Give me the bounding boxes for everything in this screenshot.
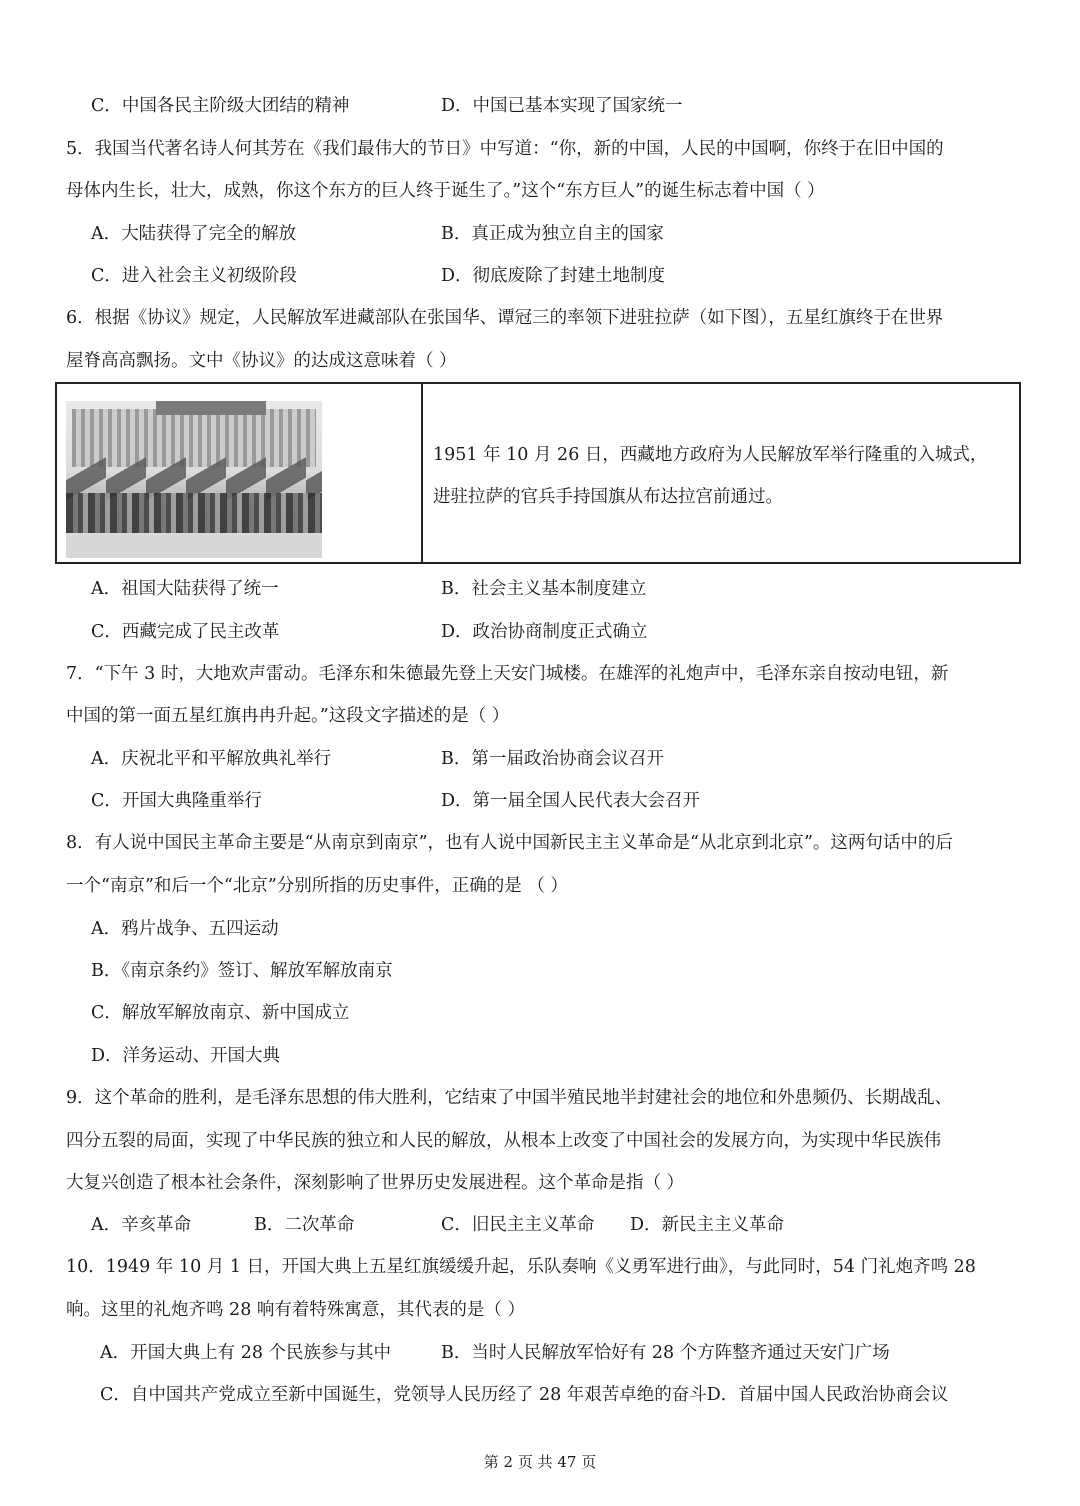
q10-option-b: B．当时人民解放军恰好有 28 个方阵整齐通过天安门广场 — [441, 1343, 890, 1363]
q6-option-a: A．祖国大陆获得了统一 — [91, 579, 279, 599]
q6-option-b: B．社会主义基本制度建立 — [441, 579, 647, 599]
ground-shape — [66, 533, 322, 558]
q6-figure-table — [55, 382, 1021, 564]
q7-option-b: B．第一届政治协商会议召开 — [441, 749, 664, 769]
q7-option-a: A．庆祝北平和平解放典礼举行 — [91, 749, 332, 769]
q6-option-c: C．西藏完成了民主改革 — [91, 622, 280, 642]
q4-option-d: D．中国已基本实现了国家统一 — [441, 96, 683, 116]
q5-option-d: D．彻底废除了封建土地制度 — [441, 266, 666, 286]
q8-stem-line2: 一个“南京”和后一个“北京”分别所指的历史事件，正确的是 （ ） — [66, 876, 568, 896]
q5-option-b: B．真正成为独立自主的国家 — [441, 224, 664, 244]
q9-stem-line1: 9．这个革命的胜利，是毛泽东思想的伟大胜利，它结束了中国半殖民地半封建社会的地位和外患频仍、长期战乱、 — [66, 1088, 953, 1108]
q7-option-d: D．第一届全国人民代表大会召开 — [441, 791, 701, 811]
q4-option-c: C．中国各民主阶级大团结的精神 — [91, 96, 350, 116]
q8-stem-line1: 8．有人说中国民主革命主要是“从南京到南京”，也有人说中国新民主主义革命是“从北京到北京”。这两句话中的后 — [66, 833, 953, 853]
q9-stem-line3: 大复兴创造了根本社会条件，深刻影响了世界历史发展进程。这个革命是指（ ） — [66, 1173, 685, 1193]
q6-stem-line2: 屋脊高高飘扬。文中《协议》的达成这意味着（ ） — [66, 351, 457, 371]
q8-option-c: C．解放军解放南京、新中国成立 — [91, 1003, 350, 1023]
q10-option-cd: C．自中国共产党成立至新中国诞生，党领导人民历经了 28 年艰苦卓绝的奋斗D．首届中国人民政治协商会议 — [100, 1385, 949, 1405]
photo-caption-line1: 1951 年 10 月 26 日，西藏地方政府为人民解放军举行隆重的入城式， — [433, 445, 988, 465]
q7-stem-line2: 中国的第一面五星红旗冉冉升起。”这段文字描述的是（ ） — [66, 706, 510, 726]
q9-option-a: A．辛亥革命 — [91, 1215, 192, 1235]
q8-option-b: B．《南京条约》签订、解放军解放南京 — [91, 961, 393, 981]
q7-option-c: C．开国大典隆重举行 — [91, 791, 262, 811]
q5-stem-line1: 5．我国当代著名诗人何其芳在《我们最伟大的节日》中写道：“你，新的中国，人民的中国啊，你终于在旧中国的 — [66, 139, 944, 159]
q10-stem-line2: 响。这里的礼炮齐鸣 28 响有着特殊寓意，其代表的是（ ） — [66, 1300, 525, 1320]
page-number-footer: 第 2 页 共 47 页 — [483, 1453, 597, 1471]
q10-option-a: A．开国大典上有 28 个民族参与其中 — [100, 1343, 392, 1363]
soldiers-shape — [66, 493, 322, 533]
q5-stem-line2: 母体内生长，壮大，成熟，你这个东方的巨人终于诞生了。”这个“东方巨人”的诞生标志着中国（ ） — [66, 181, 825, 201]
q10-stem-line1: 10．1949 年 10 月 1 日，开国大典上五星红旗缓缓升起，乐队奏响《义勇军进行曲》，与此同时，54 门礼炮齐鸣 28 — [66, 1257, 976, 1277]
photo-caption-line2: 进驻拉萨的官兵手持国旗从布达拉宫前通过。 — [433, 487, 783, 507]
q9-option-c: C．旧民主主义革命 — [441, 1215, 595, 1235]
potala-palace-photo — [66, 401, 322, 558]
q5-option-a: A．大陆获得了完全的解放 — [91, 224, 297, 244]
q5-option-c: C．进入社会主义初级阶段 — [91, 266, 297, 286]
palace-top-shape — [156, 401, 266, 415]
q7-stem-line1: 7．“下午 3 时，大地欢声雷动。毛泽东和朱德最先登上天安门城楼。在雄浑的礼炮声中，毛泽东亲自按动电钮，新 — [66, 664, 949, 684]
q6-option-d: D．政治协商制度正式确立 — [441, 622, 648, 642]
q8-option-a: A．鸦片战争、五四运动 — [91, 919, 279, 939]
q9-option-d: D．新民主主义革命 — [630, 1215, 785, 1235]
q6-stem-line1: 6．根据《协议》规定，人民解放军进藏部队在张国华、谭冠三的率领下进驻拉萨（如下图），五星红旗终于在世界 — [66, 308, 944, 328]
q9-option-b: B．二次革命 — [254, 1215, 355, 1235]
q8-option-d: D．洋务运动、开国大典 — [91, 1046, 281, 1066]
q9-stem-line2: 四分五裂的局面，实现了中华民族的独立和人民的解放，从根本上改变了中国社会的发展方向，为实现中华民族伟 — [66, 1131, 941, 1151]
table-divider — [421, 384, 423, 562]
